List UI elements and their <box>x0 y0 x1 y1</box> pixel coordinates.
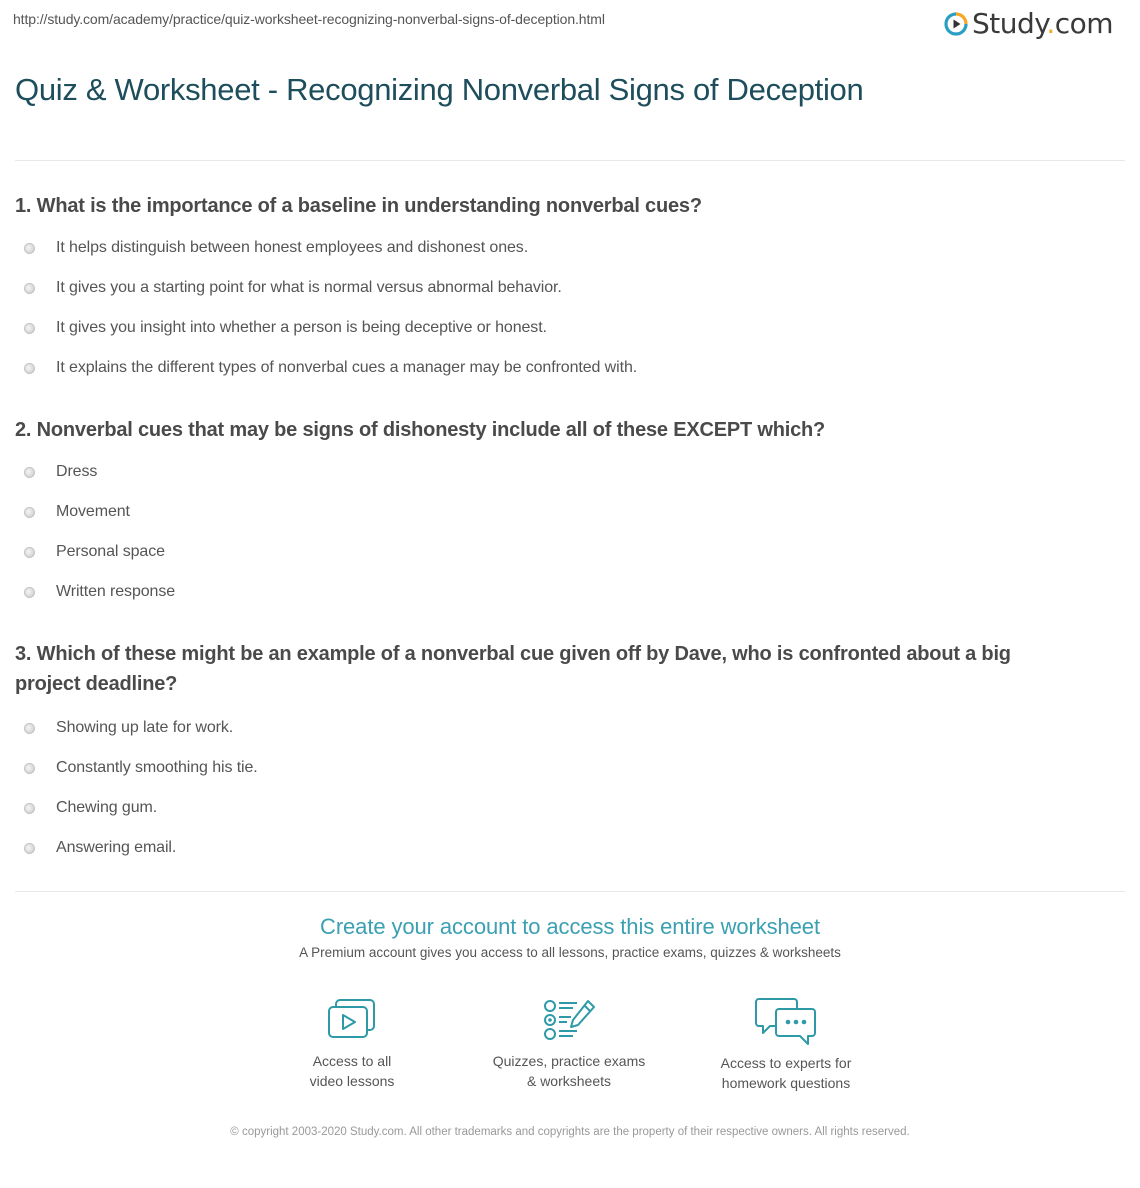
radio-button[interactable] <box>24 843 35 854</box>
answer-choice[interactable]: Written response <box>15 572 1115 612</box>
answer-choice[interactable]: Showing up late for work. <box>15 708 1075 748</box>
answer-choice[interactable]: Personal space <box>15 532 1115 572</box>
radio-button[interactable] <box>24 363 35 374</box>
radio-button[interactable] <box>24 507 35 518</box>
question-text: 1. What is the importance of a baseline in understanding nonverbal cues? <box>15 195 702 217</box>
answer-choice[interactable]: Chewing gum. <box>15 788 1075 828</box>
answer-choice[interactable]: It helps distinguish between honest employees and dishonest ones. <box>15 228 1115 268</box>
answer-choice[interactable]: Dress <box>15 452 1115 492</box>
answer-choice[interactable]: Constantly smoothing his tie. <box>15 748 1075 788</box>
answer-choice[interactable]: Answering email. <box>15 828 1075 868</box>
feature-experts: Access to experts for homework questions <box>686 997 886 1093</box>
question-3 <box>15 639 1075 868</box>
radio-button[interactable] <box>24 587 35 598</box>
question-text: 2. Nonverbal cues that may be signs of dishonesty include all of these EXCEPT which? <box>15 419 826 441</box>
video-lessons-icon <box>326 997 378 1043</box>
question-text: 3. Which of these might be an example of a nonverbal cue given off by Dave, who is confronted about a big project deadline? <box>15 643 1011 695</box>
radio-button[interactable] <box>24 803 35 814</box>
cta-title-link[interactable]: Create your account to access this entire worksheet <box>320 914 820 939</box>
chat-bubbles-icon <box>754 997 818 1047</box>
answer-choice[interactable]: It gives you a starting point for what is normal versus abnormal behavior. <box>15 268 1115 308</box>
feature-video-lessons: Access to all video lessons <box>252 997 452 1091</box>
radio-button[interactable] <box>24 723 35 734</box>
question-2 <box>15 415 1115 612</box>
title-divider <box>15 160 1125 161</box>
radio-button[interactable] <box>24 243 35 254</box>
page-title: Quiz & Worksheet - Recognizing Nonverbal Signs of Deception <box>15 72 864 107</box>
signup-cta <box>0 914 1140 960</box>
radio-button[interactable] <box>24 547 35 558</box>
answer-choice[interactable]: It gives you insight into whether a person is being deceptive or honest. <box>15 308 1115 348</box>
radio-button[interactable] <box>24 763 35 774</box>
copyright-notice: © copyright 2003-2020 Study.com. All other trademarks and copyrights are the property of their respective owners. All rights reserved. <box>230 1126 910 1138</box>
feature-quizzes: Quizzes, practice exams & worksheets <box>469 997 669 1091</box>
logo-wordmark: Study.com <box>972 7 1114 40</box>
radio-button[interactable] <box>24 467 35 478</box>
answer-choice[interactable]: It explains the different types of nonverbal cues a manager may be confronted with. <box>15 348 1115 388</box>
page-url: http://study.com/academy/practice/quiz-worksheet-recognizing-nonverbal-signs-of-deception.html <box>13 11 605 27</box>
radio-button[interactable] <box>24 323 35 334</box>
answer-choice[interactable]: Movement <box>15 492 1115 532</box>
study-logo[interactable] <box>944 8 1113 40</box>
quiz-checklist-icon <box>541 997 597 1043</box>
radio-button[interactable] <box>24 283 35 294</box>
question-1 <box>15 191 1115 388</box>
cta-subtitle: A Premium account gives you access to all lessons, practice exams, quizzes & worksheets <box>299 945 841 960</box>
section-divider <box>15 891 1125 892</box>
play-circle-logo-icon <box>944 12 968 36</box>
